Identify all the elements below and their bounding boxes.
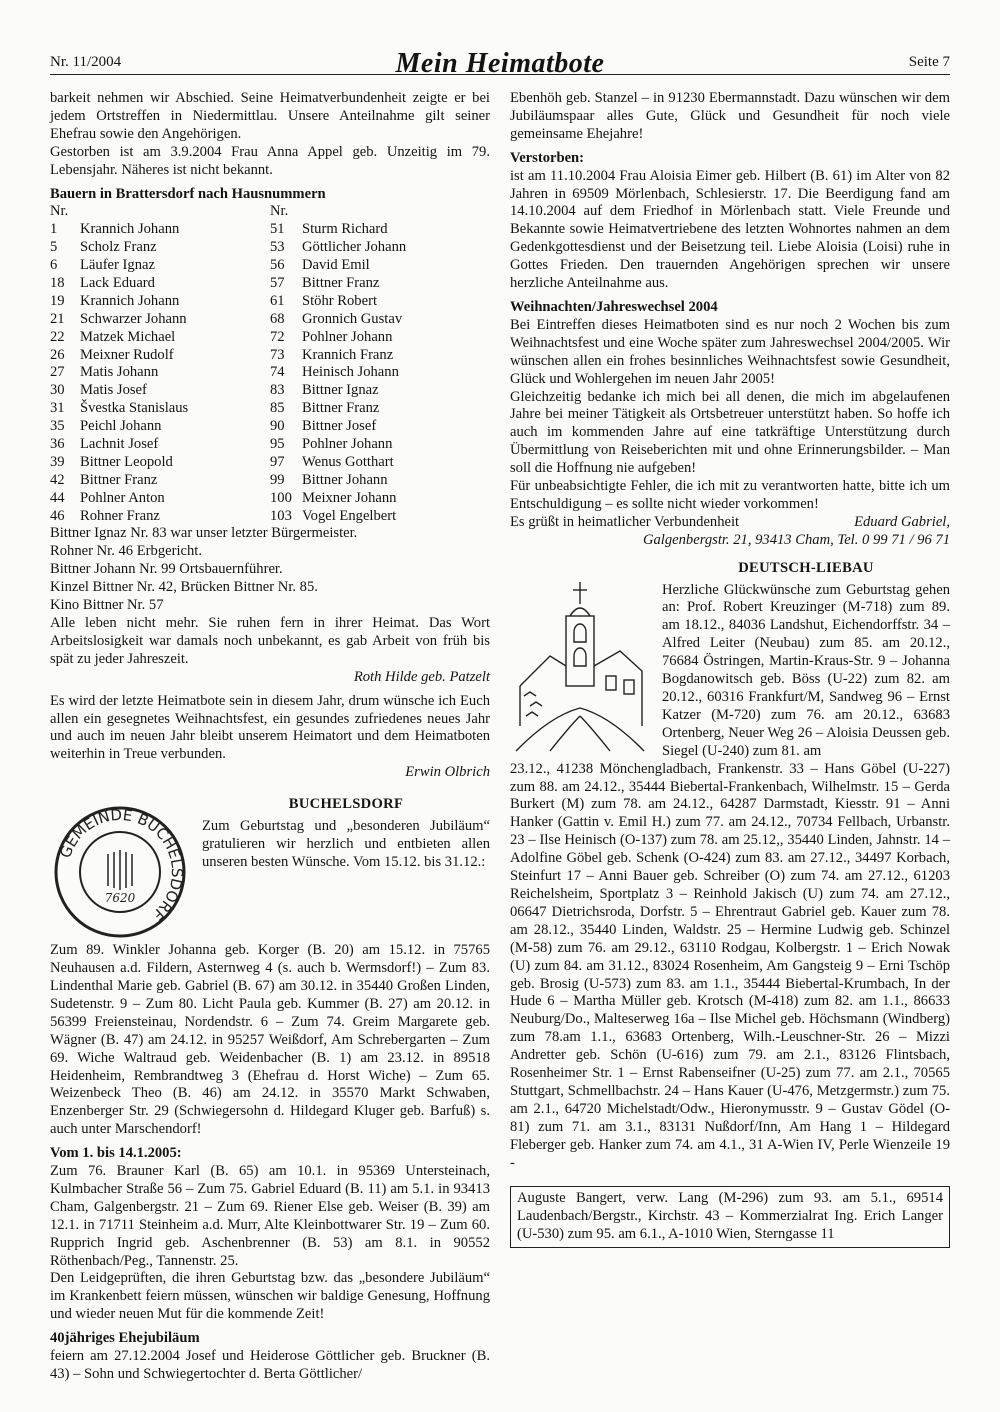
farm-row: 1 Krannich Johann 51 Sturm Richard bbox=[50, 221, 388, 238]
continued-paragraph: Ebenhöh geb. Stanzel – in 91230 Ebermannstadt. Dazu wünschen wir dem Jubiläumspaar alles Gute, Glück und Gesundheit für noch viele gemeinsame Ehejahre! bbox=[510, 90, 950, 142]
deutsch-liebau-block bbox=[510, 550, 950, 761]
highlight-box-text: Auguste Bangert, verw. Lang (M-296) zum 93. am 5.1., 69514 Laudenbach/Bergstr., Kirchstr. 43 – Kommerzialrat Ing. Erich Langer (U-530) zum 95. am 6.1., A-1010 Wien, Sterngasse 11 bbox=[517, 1190, 943, 1243]
signature-name: Eduard Gabriel, bbox=[854, 513, 950, 530]
farm-row: 6 Läufer Ignaz 56 David Emil bbox=[50, 257, 370, 274]
farm-row: 27 Matis Johann 74 Heinisch Johann bbox=[50, 364, 399, 381]
farm-row: 19 Krannich Johann 61 Stöhr Robert bbox=[50, 292, 377, 309]
farm-row: 44 Pohlner Anton 100 Meixner Johann bbox=[50, 489, 397, 506]
christmas-paragraph: Bei Eintreffen dieses Heimatboten sind es nur noch 2 Wochen bis zum Weihnachtsfest und eine Woche später zum Jahreswechsel 2004/2005. Wir wünschen allen ein frohes besinnliches Weihnachtsfest sowie Gesundheit, Glück und Wohlergehen im neuen Jahr 2005! bbox=[510, 316, 950, 387]
buchelsdorf-birthdays: Zum 89. Winkler Johanna geb. Korger (B. 20) am 15.12. in 75765 Neuhausen a.d. Fildern, Asternweg 4 (s. auch b. Wermsdorf!) – Zum 83. Lindenthal Marie geb. Gabriel (B. 67) am 30.12. in 35440 Großen Linden, Sudetenstr. 9 – Zum 80. Licht Paula geb. Kummer (B. 27) am 20.12. in 56399 Freiensteinau, Nordendstr. 6 – Zum 74. Greim Margarete geb. Wägner (B. 47) am 24.12. in 95257 Weißdorf, Am Schrebergarten – Zum 69. Wiche Waltraud geb. Weidenbacher (B. 1) am 23.12. in 89518 Heidenheim, Rembrandtweg 3 (Ehefrau d. Horst Wiche) – Zum 65. Weizenbeck Theo (B. 46) am 24.12. in 35570 Markt Schwaben, Enzenberger Str. 29 (Schwiegersohn d. Hildegard Kluger geb. Barfuß) s. auch unter Marschendorf! bbox=[50, 942, 490, 1138]
deutsch-liebau-birthdays: Herzliche Glückwünsche zum Geburtstag gehen an: Prof. Robert Kreuzinger (M-718) zum 89. am 18.12., 84036 Landshut, Eichendorffstr. 34 – Alfred Leiter (Neubau) zum 85. am 20.12., 76684 Östringen, Martin-Kraus-Str. 9 – Johanna Bogdanowitsch geb. Böss (U-22) zum 82. am 20.12., 60316 Frankfurt/M, Sandweg 96 – Ernst Katzer (M-720) zum 76. am 20.12., 63683 Ortenberg, Neuer Weg 26 – Aloisia Deussen geb. Siegel (U-240) zum 81. am bbox=[662, 581, 950, 759]
farm-note: Bittner Ignaz Nr. 83 war unser letzter Bürgermeister. bbox=[50, 525, 358, 542]
january-birthdays: Zum 76. Brauner Karl (B. 65) am 10.1. in 95369 Untersteinach, Kulmbacher Straße 56 – Zum 75. Gabriel Eduard (B. 11) am 5.1. in 93413 Cham, Galgenbergstr. 21 – Zum 69. Riener Else geb. Weiser (B. 39) am 12.1. in 71711 Steinheim a.d. Murr, Alte Kleinbottwarer Str. 19 – Zum 60. Rupprich Ingrid geb. Aschenbrenner (B. 53) am 8.1. in 90552 Röthenbach/Peg., Tannenstr. 25. bbox=[50, 1163, 490, 1269]
closing-signature: Erwin Olbrich bbox=[405, 764, 490, 781]
christmas-paragraph: Gleichzeitig bedanke ich mich bei all denen, die mich im abgelaufenen Jahre bei meiner Tätigkeit als Ortsbetreuer unterstützt haben. So hoffe ich auch im kommenden Jahre auf eine tatkräftige Unterstützung durch Übermittlung von Reiseberichten mit und ohne Erinnerungsbilder. – Man soll die Hoffnung nie aufgeben! bbox=[510, 388, 950, 477]
left-column bbox=[50, 90, 490, 1384]
farm-row: 21 Schwarzer Johann 68 Gronnich Gustav bbox=[50, 310, 403, 327]
right-column bbox=[510, 90, 950, 1248]
deceased-heading: Verstorben: bbox=[510, 149, 585, 166]
farm-row: 36 Lachnit Josef 95 Pohlner Johann bbox=[50, 436, 393, 453]
masthead-logo: Mein Heimatbote bbox=[395, 48, 605, 79]
farms-signature: Roth Hilde geb. Patzelt bbox=[353, 668, 490, 685]
deutsch-liebau-birthdays-continued: 23.12., 41238 Mönchengladbach, Frankenstr. 33 – Hans Göbel (U-227) zum 88. am 24.12., 35444 Biebertal-Frankenbach, Wilhelmstr. 15 – Gerda Burkert (M) zum 78. am 24.12., 64287 Darmstadt, Kiesstr. 91 – Anni Hanker (Gattin v. Emil H.) zum 77. am 24.12., 70734 Fellbach, Urbanstr. 23 – Ilse Heinisch (O-137) zum 78. am 25.12,, 35440 Linden, Jahnstr. 14 – Adolfine Göbel geb. Schenk (O-424) zum 83. am 27.12., 34497 Korbach, Steinfurt 17 – Anni Bauer geb. Schreiber (O) zum 74. am 27.12., 61203 Reichelsheim, Sportplatz 3 – Reinhold Jakisch (U) zum 74. am 27.12., 06647 Dietrichsroda, Dorfstr. 5 – Ehrentraut Gabriel geb. Kauer zum 78. am 28.12., 35440 Linden, Waldstr. 25 – Hermine Ludwig geb. Schinzel (M-58) zum 76. am 29.12., 63110 Rodgau, Kolbergstr. 1 – Erich Nowak (U) zum 84. am 31.12., 83024 Rosenheim, Am Gangsteig 9 – Erni Tschöp geb. Brosig (U-573) zum 83. am 1.1., 35444 Biebertal-Krumbach, In der Hude 6 – Martha Müller geb. Krotsch (M-418) zum 82. am 1.1., 86633 Neuburg/Do., Malteserweg 16a – Ilse Michel geb. Höchsmann (Windberg) zum 78.am 1.1., 63683 Ortenberg, Wilh.-Leuschner-Str. 26 – Mizzi Andretter geb. Schön (U-616) zum 79. am 2.1., 83126 Flintsbach, Rosenheimer Str. 1 – Ernst Rabenseifner (U-25) zum 77. am 2.1., 70565 Stuttgart, Schmellbachstr. 24 – Hans Kauer (U-476, Metzgermstr.) zum 75. am 2.1., 64720 Michelstadt/Odw., Hieronymusstr. 9 – Gustav Gödel (O-81) zum 71. am 3.1., 83131 Nußdorf/Inn, Am Hang 1 – Hildegard Fleberger geb. Hanker zum 74. am 4.1., 31 A-Wien IV, Perle Wienzeile 19 - bbox=[510, 760, 950, 1171]
greeting-line: Es grüßt in heimatlicher Verbundenheit Eduard Gabriel, bbox=[510, 513, 950, 530]
farm-note: Rohner Nr. 46 Erbgericht. bbox=[50, 543, 202, 560]
farm-note: Kino Bittner Nr. 57 bbox=[50, 597, 164, 614]
anniversary-heading: 40jähriges Ehejubiläum bbox=[50, 1330, 200, 1347]
buchelsdorf-block bbox=[50, 786, 490, 942]
farm-row: 5 Scholz Franz 53 Göttlicher Johann bbox=[50, 239, 407, 256]
highlight-box bbox=[510, 1186, 950, 1248]
farm-row: 39 Bittner Leopold 97 Wenus Gotthart bbox=[50, 453, 394, 470]
stamp-number: 7620 bbox=[104, 891, 136, 906]
header-rule bbox=[50, 74, 950, 75]
farm-note: Kinzel Bittner Nr. 42, Brücken Bittner Nr. 85. bbox=[50, 579, 318, 596]
christmas-paragraph: Für unbeabsichtigte Fehler, die ich mit zu verantworten hatte, bitte ich um Entschuldigung – es sollte nicht wieder vorkommen! bbox=[510, 478, 950, 512]
farm-note: Alle leben nicht mehr. Sie ruhen fern in ihrer Heimat. Das Wort Arbeitslosigkeit war damals noch unbekannt, es gab Arbeit von früh bis spät zu jeder Jahreszeit. bbox=[50, 615, 490, 667]
farm-row: 46 Rohner Franz 103 Vogel Engelbert bbox=[50, 507, 397, 524]
farm-row: 30 Matis Josef 83 Bittner Ignaz bbox=[50, 382, 379, 399]
farms-notes bbox=[50, 525, 490, 668]
church-drawing-image bbox=[510, 576, 650, 756]
buchelsdorf-stamp-image bbox=[50, 802, 190, 942]
christmas-heading: Weihnachten/Jahreswechsel 2004 bbox=[510, 298, 718, 315]
farm-note: Bittner Johann Nr. 99 Ortsbauernführer. bbox=[50, 561, 283, 578]
farm-row: 26 Meixner Rudolf 73 Krannich Franz bbox=[50, 346, 394, 363]
buchelsdorf-heading: BUCHELSDORF bbox=[288, 796, 404, 813]
page-number: Seite 7 bbox=[908, 54, 950, 70]
signature-address: Galgenbergstr. 21, 93413 Cham, Tel. 0 99 71 / 96 71 bbox=[642, 531, 950, 548]
intro-paragraph: Gestorben ist am 3.9.2004 Frau Anna Appel geb. Unzeitig im 79. Lebensjahr. Näheres ist nicht bekannt. bbox=[50, 143, 490, 178]
farms-header-row: Nr. Nr. bbox=[50, 203, 289, 220]
intro-paragraph: barkeit nehmen wir Abschied. Seine Heimatverbundenheit zeigte er bei jedem Ortstreffen in Niedermittlau. Unsere Anteilnahme gilt seiner Ehefrau sowie den Angehörigen. bbox=[50, 90, 490, 142]
deceased-text: ist am 11.10.2004 Frau Aloisia Eimer geb. Hilbert (B. 61) im Alter von 82 Jahren in 69509 Mörlenbach, Schlesierstr. 17. Die Beerdigung fand am 14.10.2004 auf dem Friedhof in Mörlenbach statt. Viele Freunde und Bekannte sowie Heimatvertriebene des letzten Wohnortes nahmen an dem Gedenkgottesdienst und der Beisetzung teil. Liebe Aloisia (Loisi) ruhe in Gottes Frieden. Den trauernden Angehörigen sprechen wir unsere herzliche Anteilnahme aus. bbox=[510, 167, 950, 292]
farm-row: 22 Matzek Michael 72 Pohlner Johann bbox=[50, 328, 393, 345]
anniversary-text: feiern am 27.12.2004 Josef und Heiderose Göttlicher geb. Bruckner (B. 43) – Sohn und Schwiegertochter d. Berta Göttlicher/ bbox=[50, 1348, 490, 1382]
buchelsdorf-intro: Zum Geburtstag und „besonderen Jubiläum“ gratulieren wir herzlich und entbieten allen unseren besten Wünsche. Vom 15.12. bis 31.12.: bbox=[202, 818, 490, 870]
january-heading: Vom 1. bis 14.1.2005: bbox=[50, 1145, 182, 1162]
stamp-text: GEMEINDE BUCHELSDORF bbox=[56, 805, 187, 925]
farm-row: 42 Bittner Franz 99 Bittner Johann bbox=[50, 471, 388, 488]
get-well-paragraph: Den Leidgeprüften, die ihren Geburtstag bzw. das „besondere Jubiläum“ im Krankenbett feiern müssen, wünschen wir baldige Genesung, Hoffnung und wieder neuen Mut für die kommende Zeit! bbox=[50, 1270, 490, 1323]
farms-heading: Bauern in Brattersdorf nach Hausnummern bbox=[50, 185, 326, 202]
deutsch-liebau-heading: DEUTSCH-LIEBAU bbox=[738, 559, 874, 576]
svg-text:GEMEINDE BUCHELSDORF bbox=[56, 806, 186, 924]
issue-number: Nr. 11/2004 bbox=[50, 54, 122, 70]
farm-row: 31 Švestka Stanislaus 85 Bittner Franz bbox=[50, 400, 380, 417]
farm-row: 35 Peichl Johann 90 Bittner Josef bbox=[50, 418, 377, 435]
farm-row: 18 Lack Eduard 57 Bittner Franz bbox=[50, 275, 380, 291]
closing-paragraph: Es wird der letzte Heimatbote sein in diesem Jahr, drum wünsche ich Euch allen ein gesegnetes Weihnachtsfest, ein gesundes zufriedenes neues Jahr und auch im neuen Jahr bleibt unserem Heimatort und dem Heimatboten weiterhin in Treue verbunden. bbox=[50, 692, 490, 763]
farms-table bbox=[50, 221, 490, 525]
